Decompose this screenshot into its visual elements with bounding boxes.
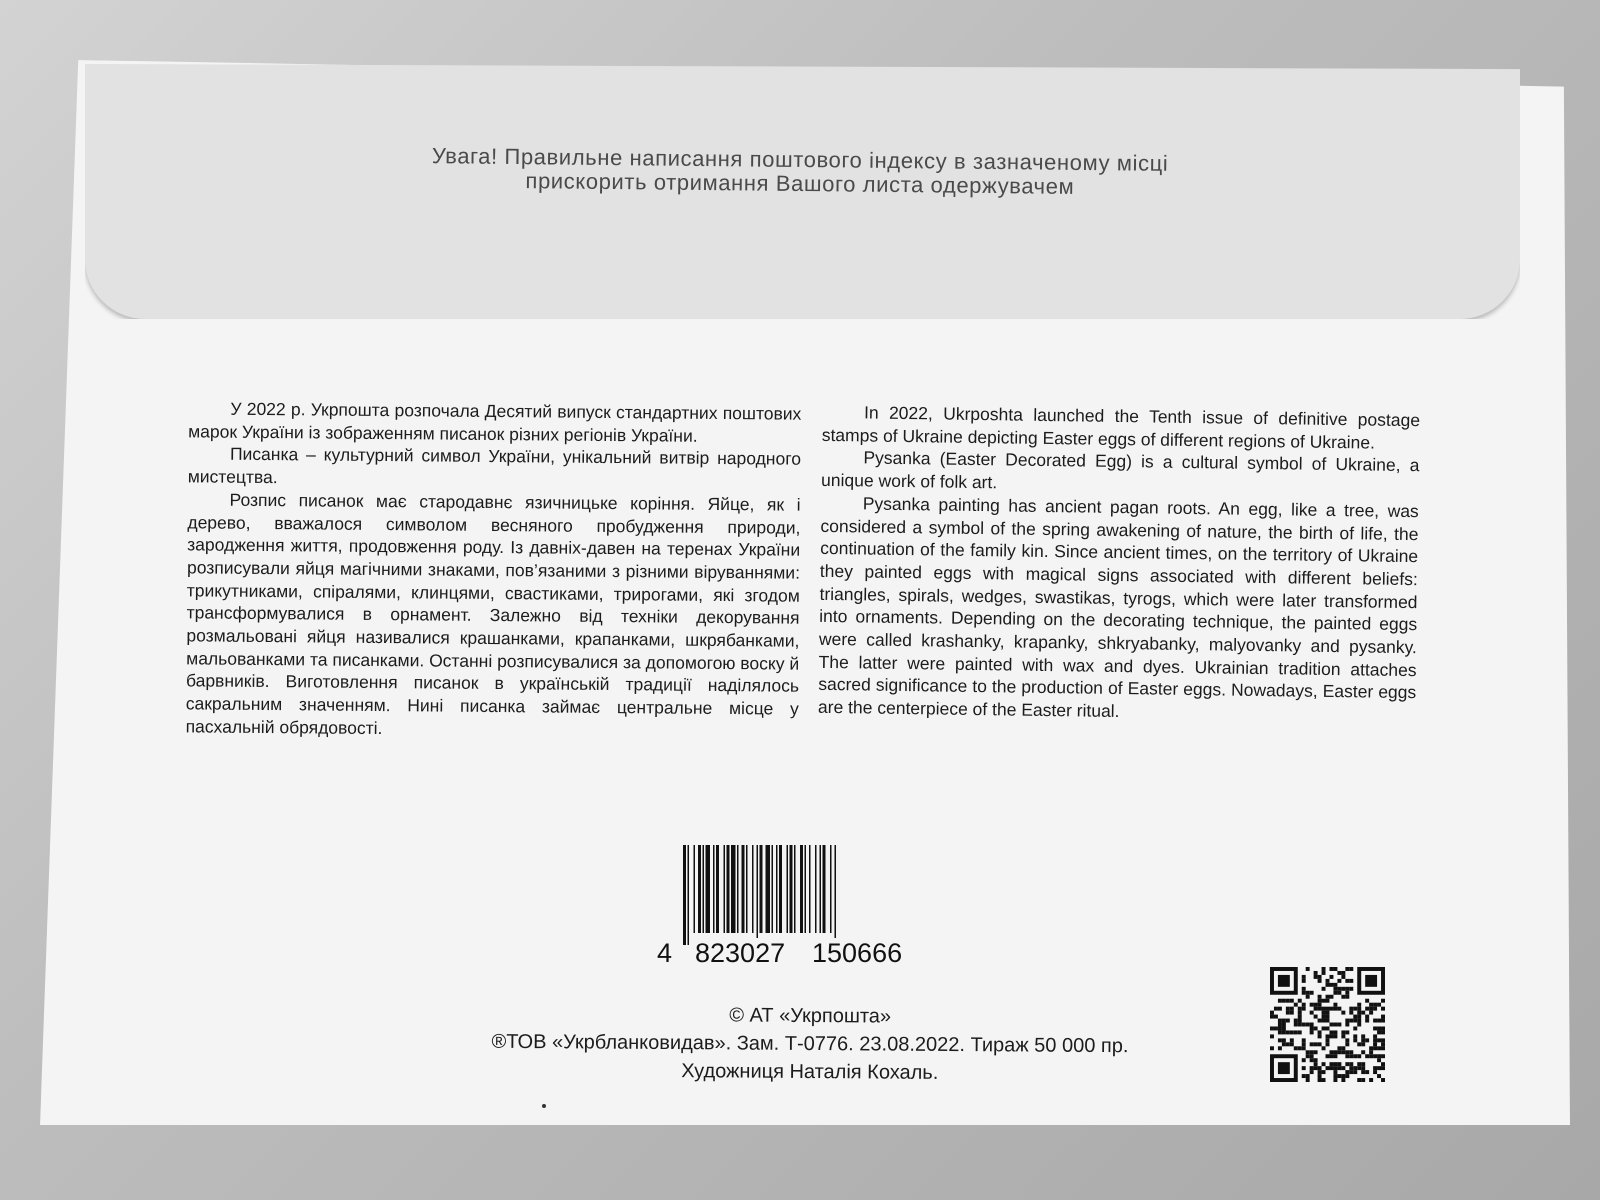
ua-paragraph-2: Писанка – культурний символ України, унікальний витвір народного мистецтва. xyxy=(187,444,802,488)
en-paragraph-2: Pysanka (Easter Decorated Egg) is a cultural symbol of Ukraine, a unique work of folk art. xyxy=(821,447,1420,493)
notice-line-2: прискорить отримання Вашого листа одержувачем xyxy=(525,168,1075,199)
qr-code-icon xyxy=(1270,967,1385,1082)
english-text-column xyxy=(818,401,1420,727)
copyright-line: © АТ «Укрпошта» xyxy=(729,1004,892,1028)
barcode-first-digit: 4 xyxy=(657,938,673,968)
barcode xyxy=(655,845,950,968)
barcode-icon xyxy=(683,845,945,945)
ua-paragraph-1: У 2022 р. Укрпошта розпочала Десятий випуск стандартних поштових марок України із зображенням писанок різних регіонів України. xyxy=(188,398,802,446)
en-paragraph-1: In 2022, Ukrposhta launched the Tenth issue of definitive postage stamps of Ukraine depicting Easter eggs of different regions of Ukraine. xyxy=(821,402,1421,453)
imprint-footer xyxy=(400,999,1221,1089)
barcode-group-2: 150666 xyxy=(812,938,903,968)
barcode-group-1: 823027 xyxy=(695,938,786,968)
artist-line: Художниця Наталія Кохаль. xyxy=(681,1060,939,1084)
notice-line-1: Увага! Правильне написання поштового індексу в зазначеному місці xyxy=(431,143,1169,176)
printer-line: ®ТОВ «Укрбланковидав». Зам. Т-0776. 23.08.2022. Тираж 50 000 пр. xyxy=(491,1030,1129,1058)
ukrainian-text-column xyxy=(186,397,802,743)
en-paragraph-3: Pysanka painting has ancient pagan roots. An egg, like a tree, was considered a symbol of the spring awakening of nature, the birth of life, the continuation of the family kin. Since ancient times, on the territory of Ukraine they painted eggs with magical signs associated with different beliefs: triangles, spirals, wedges, swastikas, tyrogs, which were later transformed into ornaments. Depending on the decorating technique, the painted eggs were called krashanky, krapanky, shkryabanky, malyovanky and pysanky. The latter were painted with wax and dyes. Ukrainian tradition attaches sacred significance to the production of Easter eggs. Nowadays, Easter eggs are the centerpiece of the Easter ritual. xyxy=(817,493,1419,722)
ua-paragraph-3: Розпис писанок має стародавнє язичницьке коріння. Яйце, як і дерево, вважалося символом весняного пробудження природи, зародження життя, продовження роду. Із давніх-давен на теренах України розписували яйця магічними знаками, пов’язаними з різними віруваннями: трикутниками, спіралями, клинцями, свастиками, трирогами, які згодом трансформувалися в орнамент. Залежно від техніки декорування розмальовані яйця називалися крашанками, крапанками, шкрябанками, мальованками та писанками. Останні розписувалися за допомогою воску й барвників. Виготовлення писанок в українській традиції наділялось сакральним значенням. Нині писанка займає центральне місце у пасхальній обрядовості. xyxy=(185,489,801,738)
print-dot xyxy=(542,1104,546,1108)
